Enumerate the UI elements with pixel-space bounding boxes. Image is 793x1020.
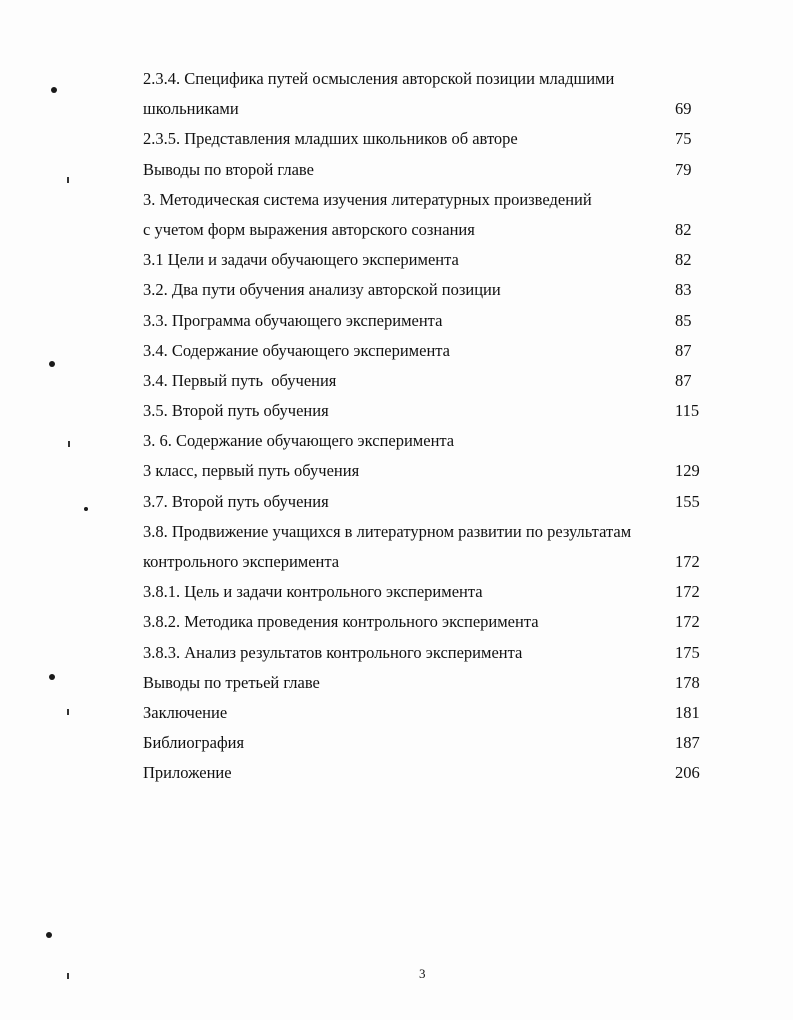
toc-entry bbox=[143, 124, 703, 154]
toc-entry bbox=[143, 275, 703, 305]
toc-entry-page: 115 bbox=[675, 401, 700, 421]
toc-entry-page: 178 bbox=[675, 672, 700, 692]
toc-entry-page: 206 bbox=[675, 763, 700, 783]
toc-entry bbox=[143, 426, 703, 456]
toc-entry-title: 3.3. Программа обучающего эксперимента bbox=[143, 310, 443, 330]
toc-entry-title: Библиография bbox=[143, 733, 245, 753]
toc-entry bbox=[143, 668, 703, 698]
toc-entry-page: 69 bbox=[675, 99, 692, 119]
table-of-contents bbox=[143, 64, 703, 789]
toc-entry-page: 187 bbox=[675, 733, 700, 753]
toc-entry-page: 87 bbox=[675, 370, 692, 390]
toc-entry-page: 79 bbox=[675, 159, 692, 179]
toc-entry bbox=[143, 245, 703, 275]
toc-entry bbox=[143, 94, 703, 124]
toc-entry-page: 172 bbox=[675, 552, 700, 571]
toc-entry bbox=[143, 396, 703, 426]
toc-entry-title: 3.8.1. Цель и задачи контрольного эксперимента bbox=[143, 582, 483, 602]
toc-entry-page: 181 bbox=[675, 702, 700, 722]
scan-speck bbox=[51, 87, 57, 93]
toc-entry bbox=[143, 64, 703, 94]
toc-entry-title: 2.3.5. Представления младших школьников об авторе bbox=[143, 129, 518, 149]
scan-speck bbox=[46, 932, 52, 938]
toc-entry-page: 83 bbox=[675, 280, 692, 300]
toc-entry-title: 3.8.3. Анализ результатов контрольного эксперимента bbox=[143, 642, 523, 662]
toc-entry bbox=[143, 366, 703, 396]
toc-entry bbox=[143, 547, 703, 577]
toc-entry-title: Выводы по третьей главе bbox=[143, 672, 320, 692]
toc-entry-title: 3.5. Второй путь обучения bbox=[143, 401, 329, 421]
toc-entry bbox=[143, 306, 703, 336]
toc-entry-title: 3.4. Первый путь обучения bbox=[143, 370, 337, 390]
toc-entry-title: Выводы по второй главе bbox=[143, 159, 314, 179]
scan-speck bbox=[49, 674, 55, 680]
toc-entry-title: 3.2. Два пути обучения анализу авторской позиции bbox=[143, 280, 501, 300]
toc-entry bbox=[143, 728, 703, 758]
toc-entry-page: 172 bbox=[675, 582, 700, 602]
toc-entry-title: 3.8. Продвижение учащихся в литературном развитии по результатам bbox=[143, 521, 632, 541]
toc-entry-title: 3.7. Второй путь обучения bbox=[143, 491, 329, 511]
toc-entry-title: 3.4. Содержание обучающего эксперимента bbox=[143, 340, 451, 360]
page-number: 3 bbox=[419, 966, 426, 981]
toc-entry bbox=[143, 487, 703, 517]
toc-entry-page: 155 bbox=[675, 491, 700, 511]
toc-entry-title: Приложение bbox=[143, 763, 232, 783]
toc-entry-page: 87 bbox=[675, 340, 692, 360]
toc-entry-title: Заключение bbox=[143, 702, 228, 722]
toc-entry bbox=[143, 698, 703, 728]
toc-entry-title: 3.1 Цели и задачи обучающего эксперимента bbox=[143, 250, 459, 270]
toc-entry bbox=[143, 456, 703, 486]
toc-entry-page: 129 bbox=[675, 461, 700, 481]
toc-entry-page: 82 bbox=[675, 219, 692, 239]
toc-entry-title: 3. Методическая система изучения литературных произведений bbox=[143, 189, 592, 209]
toc-entry bbox=[143, 577, 703, 607]
scan-mark bbox=[67, 973, 69, 979]
toc-entry-page: 75 bbox=[675, 129, 692, 149]
toc-entry bbox=[143, 638, 703, 668]
toc-entry bbox=[143, 607, 703, 637]
toc-entry-title: контрольного эксперимента bbox=[143, 552, 340, 571]
toc-entry-title: школьниками bbox=[143, 99, 239, 119]
toc-entry-page: 85 bbox=[675, 310, 692, 330]
toc-entry bbox=[143, 185, 703, 215]
toc-entry-title: с учетом форм выражения авторского сознания bbox=[143, 219, 475, 239]
toc-entry bbox=[143, 215, 703, 245]
toc-entry-title: 2.3.4. Специфика путей осмысления авторской позиции младшими bbox=[143, 69, 615, 88]
toc-entry-title: 3 класс, первый путь обучения bbox=[143, 461, 360, 481]
toc-entry bbox=[143, 155, 703, 185]
toc-entry bbox=[143, 517, 703, 547]
toc-entry bbox=[143, 758, 703, 788]
scan-mark bbox=[67, 709, 69, 715]
toc-entry-page: 172 bbox=[675, 612, 700, 632]
toc-entry bbox=[143, 336, 703, 366]
toc-entry-title: 3.8.2. Методика проведения контрольного эксперимента bbox=[143, 612, 539, 632]
scan-speck bbox=[84, 507, 88, 511]
scan-mark bbox=[68, 441, 70, 447]
toc-entry-title: 3. 6. Содержание обучающего эксперимента bbox=[143, 431, 455, 451]
scan-speck bbox=[49, 361, 55, 367]
toc-entry-page: 175 bbox=[675, 642, 700, 662]
scan-mark bbox=[67, 177, 69, 183]
toc-entry-page: 82 bbox=[675, 250, 692, 270]
